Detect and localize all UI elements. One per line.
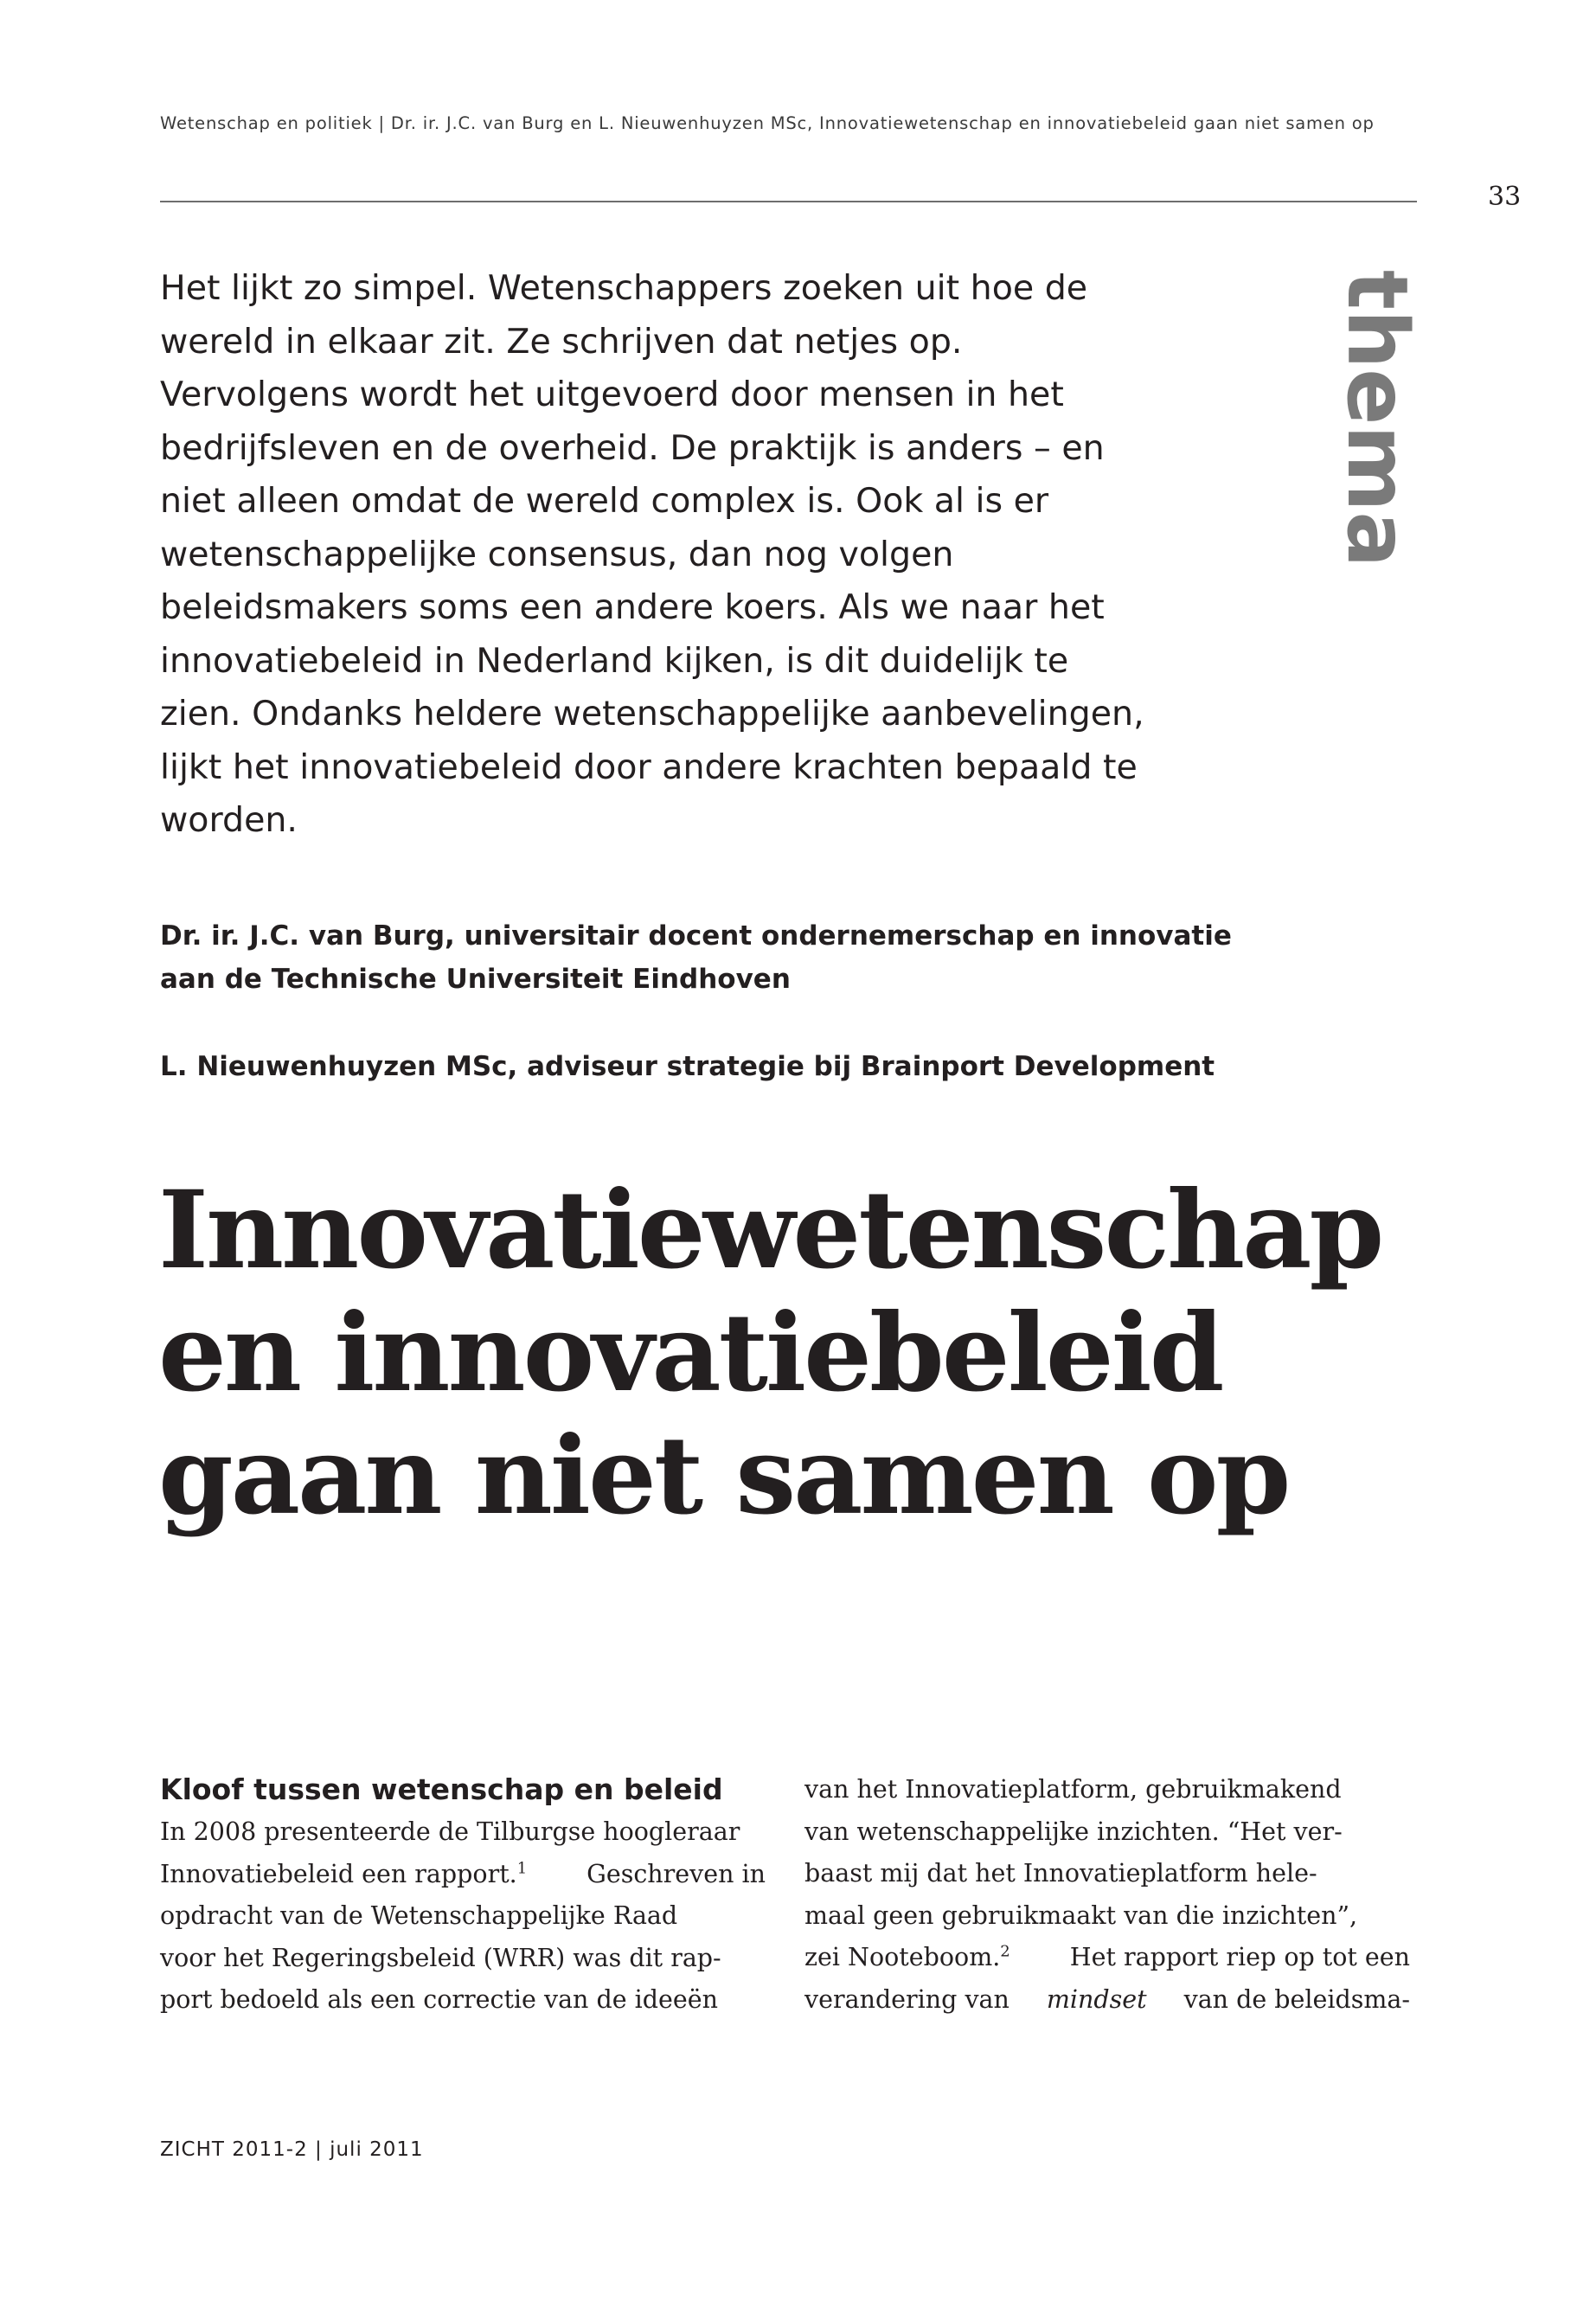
footnote-marker[interactable]: 2: [1000, 1942, 1010, 1961]
body-line: Innovatiebeleid een rapport.$^1$ Geschreven in: [160, 1859, 766, 1888]
footnote-marker[interactable]: 1: [516, 1859, 528, 1878]
lead-line: worden.: [160, 800, 298, 840]
lead-line: niet alleen omdat de wereld complex is. Ook al is er: [160, 481, 1049, 521]
title-line: en innovatiebeleid: [158, 1291, 1222, 1416]
section-heading: Kloof tussen wetenschap en beleid: [160, 1772, 723, 1806]
lead-line: Het lijkt zo simpel. Wetenschappers zoeken uit hoe de: [160, 268, 1088, 308]
body-line: van wetenschappelijke inzichten. “Het ver-: [804, 1817, 1343, 1846]
author-line: L. Nieuwenhuyzen MSc, adviseur strategie bij Brainport Development: [160, 1051, 1215, 1082]
body-line: verandering van mindset van de beleidsma-: [804, 1979, 1410, 2022]
body-line: van het Innovatieplatform, gebruikmakend: [804, 1775, 1342, 1804]
lead-line: wetenschappelijke consensus, dan nog volgen: [160, 534, 954, 574]
body-column-right: [804, 1769, 1410, 2022]
lead-line: innovatiebeleid in Nederland kijken, is dit duidelijk te: [160, 640, 1069, 681]
body-line: port bedoeld als een correctie van de ideeën: [160, 1985, 718, 2015]
author-line: Dr. ir. J.C. van Burg, universitair docent ondernemerschap en innovatie: [160, 920, 1232, 952]
body-line: baast mij dat het Innovatieplatform hele-: [804, 1859, 1317, 1888]
lead-line: beleidsmakers soms een andere koers. Als we naar het: [160, 587, 1105, 627]
body-column-left: [160, 1811, 766, 2022]
article-title: [158, 1170, 1381, 1538]
author-credit-van-burg: [160, 914, 1232, 1001]
footer-issue: ZICHT 2011-2 | juli 2011: [160, 2138, 424, 2161]
page-number: 33: [1488, 182, 1522, 212]
lead-line: bedrijfsleven en de overheid. De praktijk is anders – en: [160, 427, 1105, 468]
lead-line: lijkt het innovatiebeleid door andere krachten bepaald te: [160, 747, 1138, 787]
body-line: voor het Regeringsbeleid (WRR) was dit rap-: [160, 1943, 721, 1972]
lead-line: zien. Ondanks heldere wetenschappelijke aanbevelingen,: [160, 694, 1144, 734]
italic-term: mindset: [1046, 1984, 1147, 2014]
body-line: opdracht van de Wetenschappelijke Raad: [160, 1901, 678, 1931]
title-line: gaan niet samen op: [158, 1413, 1289, 1539]
author-line: aan de Technische Universiteit Eindhoven: [160, 964, 791, 995]
author-credit-nieuwenhuyzen: [160, 1045, 1215, 1088]
body-line: zei Nooteboom.$^2$ Het rapport riep op tot een: [804, 1942, 1410, 1972]
lead-line: Vervolgens wordt het uitgevoerd door mensen in het: [160, 375, 1064, 414]
body-line: maal geen gebruikmaakt van die inzichten”,: [804, 1900, 1358, 1930]
header-rule: [160, 201, 1417, 202]
running-head: Wetenschap en politiek | Dr. ir. J.C. van Burg en L. Nieuwenhuyzen MSc, Innovatiewetenschap en innovatiebeleid gaan niet samen op: [160, 113, 1375, 133]
lead-paragraph: [160, 262, 1144, 848]
body-line: In 2008 presenteerde de Tilburgse hoogleraar: [160, 1817, 740, 1846]
lead-line: wereld in elkaar zit. Ze schrijven dat netjes op.: [160, 321, 963, 362]
title-line: Innovatiewetenschap: [158, 1168, 1382, 1293]
section-tag: thema: [1329, 270, 1426, 568]
